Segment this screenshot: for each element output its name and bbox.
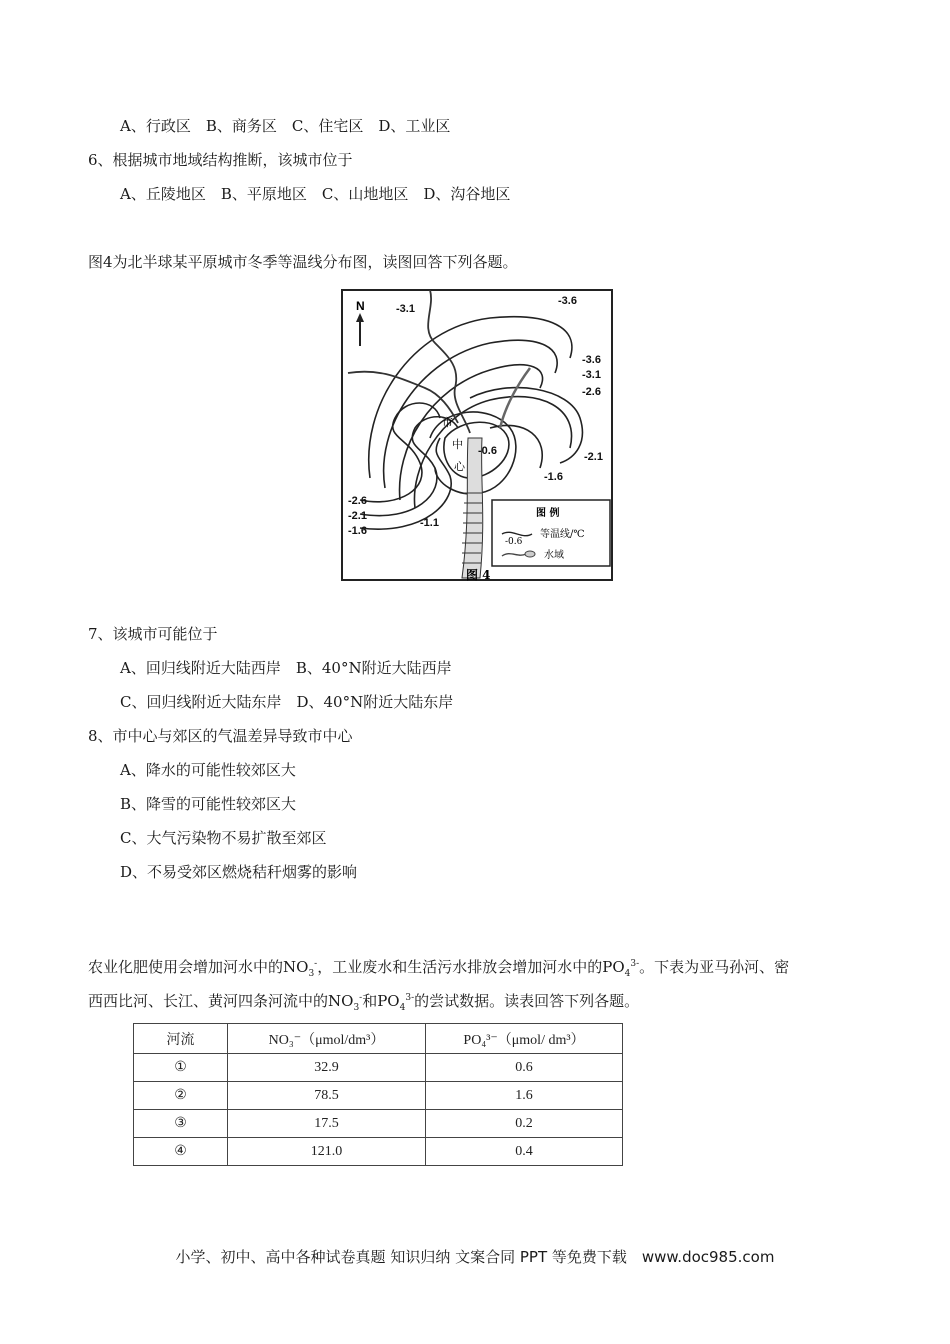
city-center-char: 市 bbox=[442, 416, 453, 429]
table-cell: 0.6 bbox=[426, 1054, 623, 1082]
question-8-option-b: B、降雪的可能性较郊区大 bbox=[120, 795, 297, 813]
table-cell: ① bbox=[134, 1054, 228, 1082]
table-header: PO₄³⁻（μmol/ dm³） bbox=[426, 1024, 623, 1054]
isotherm-label: -1.6 bbox=[544, 471, 563, 483]
isotherm-label: -3.6 bbox=[582, 354, 601, 366]
figure-caption: 图 4 bbox=[466, 568, 491, 582]
table-cell: 1.6 bbox=[426, 1082, 623, 1110]
river-data-table bbox=[133, 1023, 623, 1166]
passage-line-1: 农业化肥使用会增加河水中的$NO_3^-$，工业废水和生活污水排放会增加河水中的$PO_4^{3-}$。下表为亚马孙河、密 bbox=[88, 958, 790, 979]
city-center-char: 心 bbox=[454, 460, 465, 473]
table-row bbox=[134, 1110, 623, 1138]
isotherm-label: -2.1 bbox=[584, 451, 603, 463]
table-cell: ③ bbox=[134, 1110, 228, 1138]
isotherm-label: -2.1 bbox=[348, 510, 367, 522]
table-cell: 78.5 bbox=[228, 1082, 426, 1110]
isotherm-label: -3.1 bbox=[396, 303, 415, 315]
table-cell: 121.0 bbox=[228, 1138, 426, 1166]
legend-water-label: 水域 bbox=[544, 550, 564, 561]
table-cell: 32.9 bbox=[228, 1054, 426, 1082]
page-footer: 小学、初中、高中各种试卷真题 知识归纳 文案合同 PPT 等免费下载 www.doc985.com bbox=[175, 1248, 775, 1266]
figure-intro: 图4为北半球某平原城市冬季等温线分布图，读图回答下列各题。 bbox=[88, 253, 518, 271]
question-6-options: A、丘陵地区 B、平原地区 C、山地地区 D、沟谷地区 bbox=[120, 185, 511, 203]
isotherm-label: -1.6 bbox=[348, 525, 367, 537]
isotherm-label: -2.6 bbox=[582, 386, 601, 398]
question-8-option-a: A、降水的可能性较郊区大 bbox=[120, 761, 296, 779]
question-8-stem: 8、市中心与郊区的气温差异导致市中心 bbox=[88, 727, 353, 745]
legend-iso-value: -0.6 bbox=[505, 537, 523, 547]
question-7-options-cd: C、回归线附近大陆东岸 D、40°N附近大陆东岸 bbox=[120, 693, 454, 711]
table-row bbox=[134, 1138, 623, 1166]
question-8-option-d: D、不易受郊区燃烧秸秆烟雾的影响 bbox=[120, 863, 358, 881]
legend-title: 图 例 bbox=[536, 508, 560, 519]
isotherm-label: -2.6 bbox=[348, 495, 367, 507]
table-header: 河流 bbox=[134, 1024, 228, 1054]
question-7-options-ab: A、回归线附近大陆西岸 B、40°N附近大陆西岸 bbox=[120, 659, 452, 677]
table-cell: ② bbox=[134, 1082, 228, 1110]
table-cell: 0.2 bbox=[426, 1110, 623, 1138]
isotherm-label: -0.6 bbox=[478, 445, 497, 457]
question-7-stem: 7、该城市可能位于 bbox=[88, 625, 218, 643]
table-header-row bbox=[134, 1024, 623, 1054]
question-6-stem: 6、根据城市地域结构推断，该城市位于 bbox=[88, 151, 353, 169]
passage-line-2: 西西比河、长江、黄河四条河流中的$NO_3^-$和$PO_4^{3-}$的尝试数据。读表回答下列各题。 bbox=[88, 992, 640, 1013]
legend-iso-label: 等温线/℃ bbox=[540, 529, 585, 540]
table-row bbox=[134, 1082, 623, 1110]
isotherm-label: -3.6 bbox=[558, 295, 577, 307]
table-cell: 17.5 bbox=[228, 1110, 426, 1138]
isotherm-label: -3.1 bbox=[582, 369, 601, 381]
q5-options: A、行政区 B、商务区 C、住宅区 D、工业区 bbox=[120, 117, 451, 135]
north-label: N bbox=[356, 299, 365, 313]
table-cell: 0.4 bbox=[426, 1138, 623, 1166]
table-cell: ④ bbox=[134, 1138, 228, 1166]
table-row bbox=[134, 1054, 623, 1082]
city-center-char: 中 bbox=[452, 438, 463, 451]
table-header: NO₃⁻（μmol/dm³） bbox=[228, 1024, 426, 1054]
question-8-option-c: C、大气污染物不易扩散至郊区 bbox=[120, 829, 327, 847]
isotherm-map-figure bbox=[340, 288, 614, 584]
isotherm-label: -1.1 bbox=[420, 517, 439, 529]
